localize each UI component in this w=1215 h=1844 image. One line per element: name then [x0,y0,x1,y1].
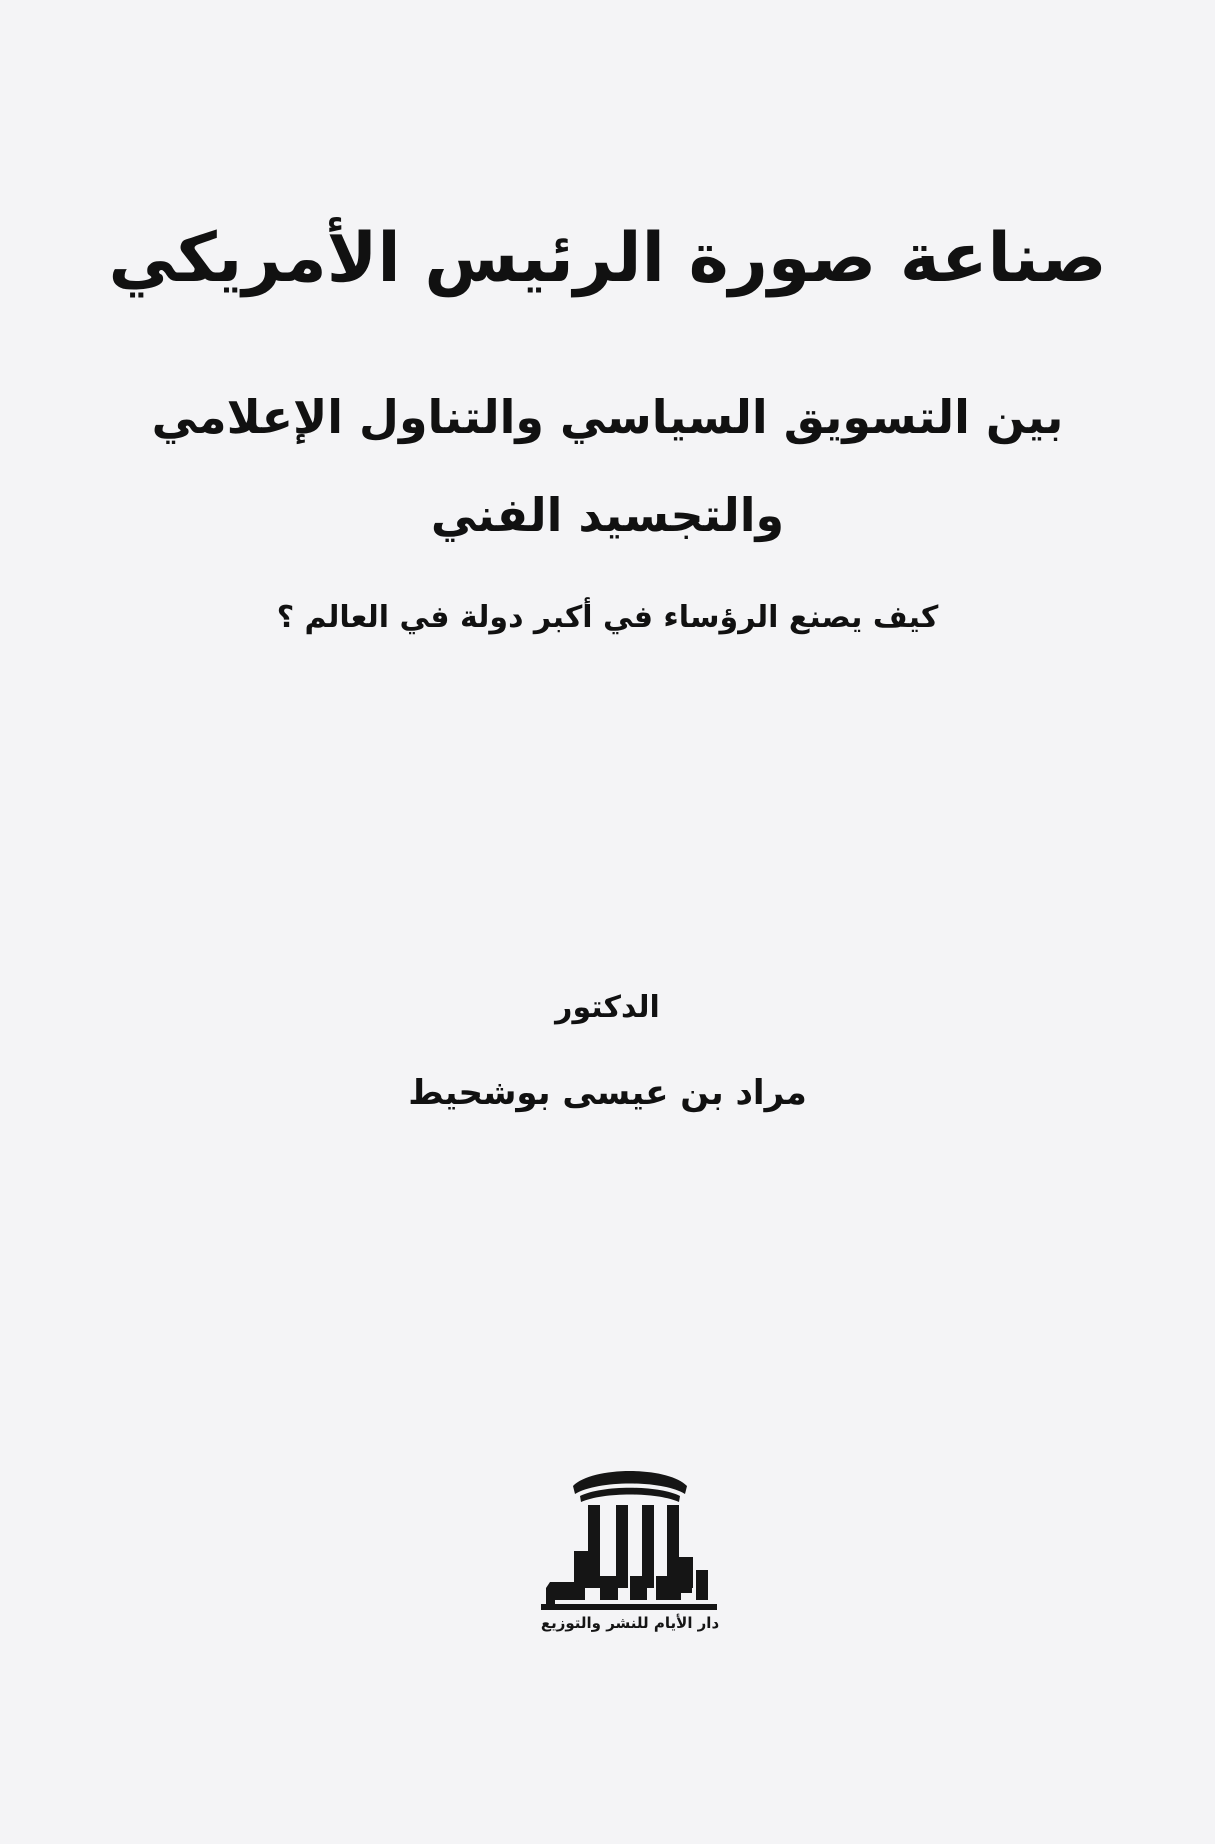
book-subtitle-line-1: بين التسويق السياسي والتناول الإعلامي [151,390,1064,444]
book-subtitle-line-2: والتجسيد الفني [430,488,785,542]
author-name: مراد بن عيسى بوشحيط [408,1073,807,1113]
author-title: الدكتور [555,990,660,1025]
book-title: صناعة صورة الرئيس الأمريكي [108,219,1107,298]
publisher-tagline: دار الأيام للنشر والتوزيع [540,1614,720,1632]
book-question: كيف يصنع الرؤساء في أكبر دولة في العالم ؟ [276,600,939,635]
publisher-logo [530,1460,730,1648]
